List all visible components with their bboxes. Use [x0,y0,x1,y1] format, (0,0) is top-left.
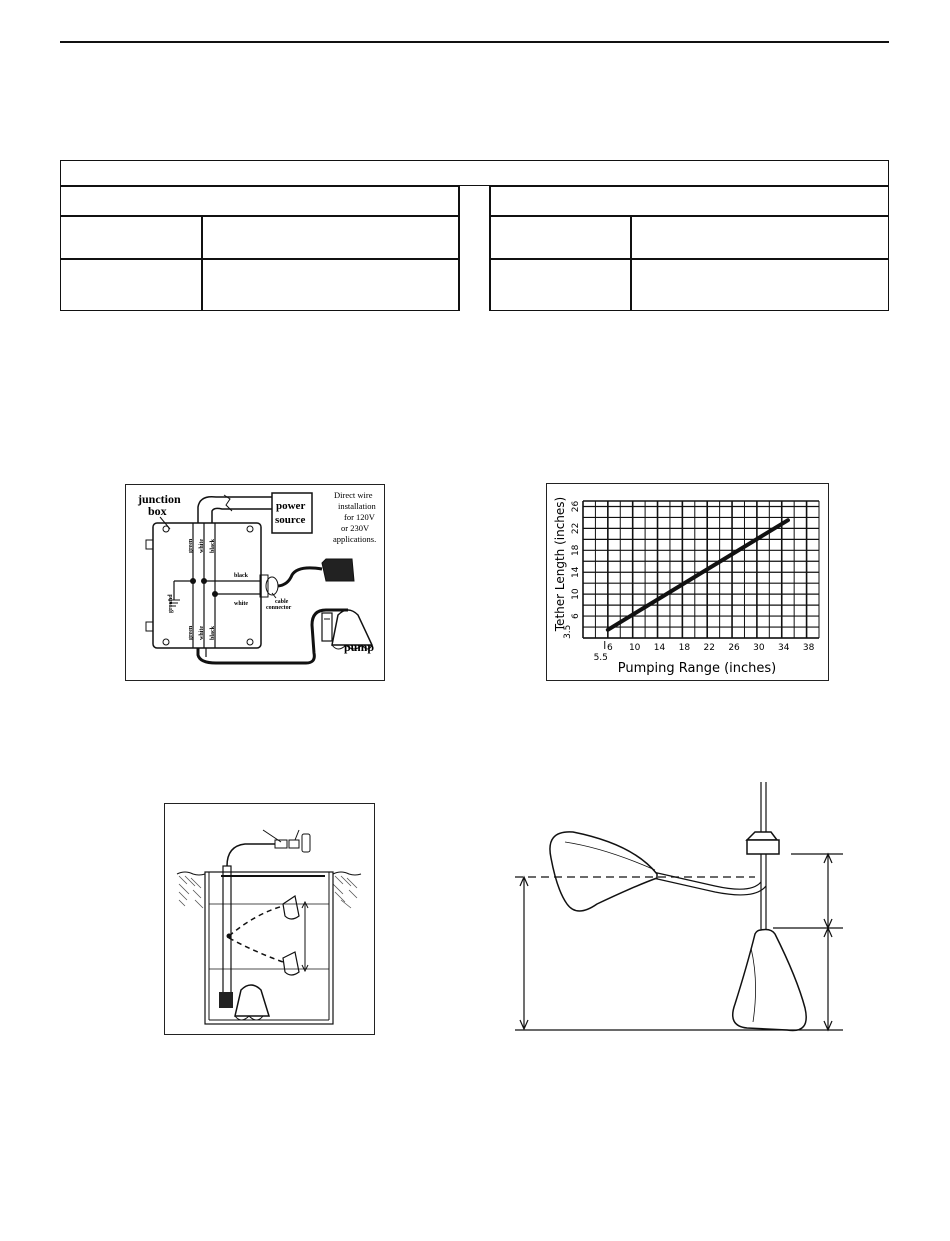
spec-table-right-edge [489,185,491,311]
top-rule [60,41,889,43]
chart-y-tick-label: 18 [571,544,581,557]
junction-box-label-2: box [148,504,167,518]
chart-x-tick-label: 22 [703,643,715,653]
cable-connector-label: cable [275,599,289,605]
chart-series-line [608,520,788,630]
float-raised [550,832,657,911]
sump-installation-diagram [164,803,375,1035]
tether-chart-svg [547,484,827,679]
power-source-label: power [276,500,306,512]
chart-y-tick-label: 22 [571,522,581,535]
float-dimension-diagram [515,782,845,1038]
chart-x-tick-label: 14 [653,643,666,653]
float-lower [283,952,299,975]
chart-x-tick-label: 10 [628,643,641,653]
chart-x-tick-label: 6 [606,643,613,653]
spec-table-left-col [201,215,203,311]
chart-ylabel: Tether Length (inches) [553,496,567,632]
wire-label-black-bottom: black [210,625,216,640]
junction-box [153,523,261,648]
chart-y-tick-label: 10 [571,588,581,600]
basin-pump [235,985,269,1016]
tether-chart [546,483,829,681]
wire-label-white-bottom: white [199,626,205,640]
wire-label-black-right: black [234,573,249,579]
spec-table-left-edge [458,185,460,311]
spec-table [60,160,889,311]
junction-box-label: junction [138,492,181,506]
wire-label-white-top: white [199,539,205,553]
chart-x-tick-label: 26 [728,643,740,653]
float-switch [322,559,354,581]
spec-table-right-row1 [489,215,889,217]
chart-xlabel: Pumping Range (inches) [617,661,777,676]
chart-y-tick-label: 26 [571,500,581,513]
wire-label-black-top: black [210,538,216,553]
chart-x-tick-label: 18 [678,643,691,653]
cord-weight [747,832,777,840]
note-line-1: Direct wire [334,490,373,500]
float-dimension-drawing [515,782,845,1038]
float-upper [283,896,299,919]
spec-table-right-col [630,215,632,311]
spec-table-left-row2 [60,258,459,260]
chart-y-extra-tick-label: 3.5 [563,624,573,639]
float-hanging [733,930,806,1031]
pump-label: pump [344,640,375,654]
spec-table-gap [459,186,489,312]
wiring-diagram-drawing [126,485,383,679]
spec-table-left-row1 [60,215,459,217]
note-line-5: applications. [333,534,377,544]
spec-table-bottom-gap-cover [460,309,489,312]
spec-table-right-row2 [489,258,889,260]
wire-label-green-bottom: green [188,625,194,640]
wire-label-ground: ground [168,594,174,613]
note-line-4: or 230V [341,523,370,533]
wiring-diagram [125,484,385,681]
power-source-label-2: source [275,514,306,526]
chart-y-tick-label: 6 [571,613,581,619]
chart-x-tick-label: 34 [778,643,790,653]
note-line-3: for 120V [344,512,375,522]
wire-label-green-top: green [188,538,194,553]
wire-label-white-right: white [234,601,248,607]
sump-installation-drawing [165,804,373,1033]
chart-x-tick-label: 38 [802,643,815,653]
chart-y-tick-label: 14 [571,566,581,578]
note-line-2: installation [338,501,376,511]
cable-connector-label-2: connector [266,605,292,611]
chart-x-tick-label: 30 [753,643,765,653]
power-source-box [272,493,312,533]
chart-x-extra-tick-label: 5.5 [593,653,608,663]
